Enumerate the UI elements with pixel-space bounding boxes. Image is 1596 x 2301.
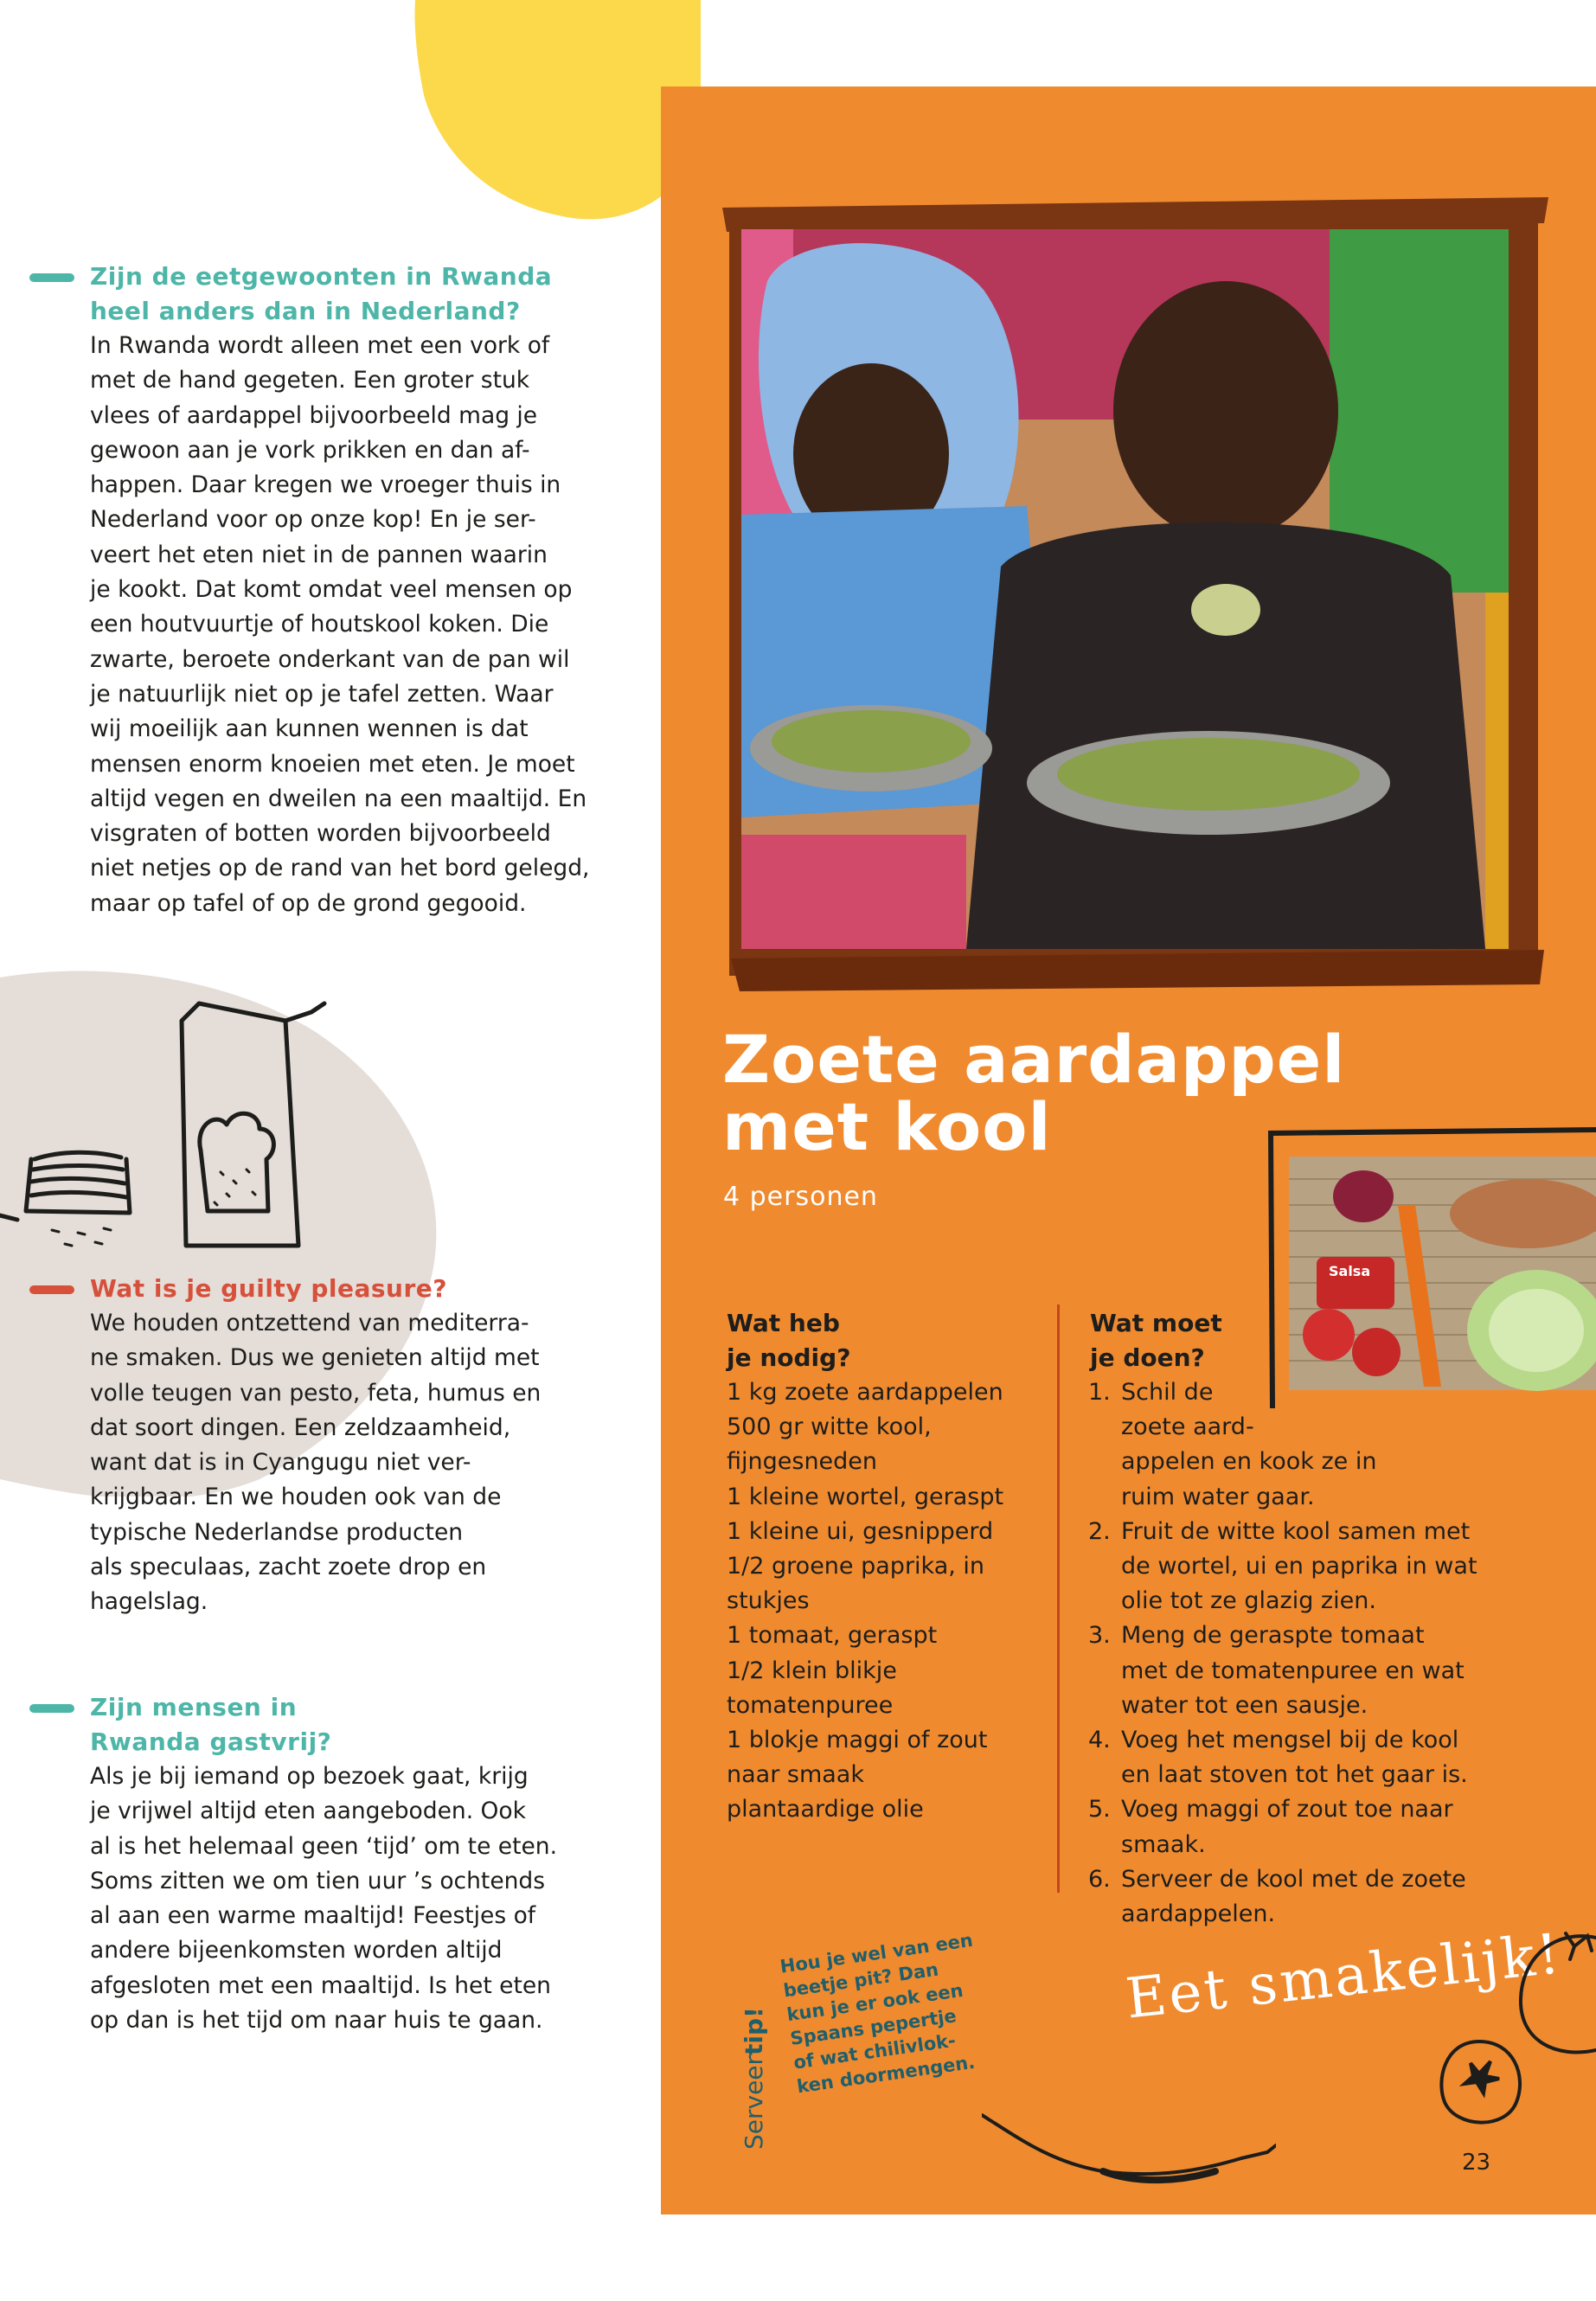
vegetables-photo <box>1268 1127 1596 1408</box>
serving-tip-text: Hou je wel van een beetje pit? Dan kun je er ook een Spaans pepertje of wat chilivlok- ken doormengen. <box>779 1929 977 2098</box>
step-item: 3. Meng de geraspte tomaat met de tomatenpuree en wat water tot een sausje. <box>1088 1622 1465 1719</box>
qa-block-guilty-pleasure <box>90 1272 609 1620</box>
step-item: 2. Fruit de witte kool samen met de wortel, ui en paprika in wat olie tot ze glazig zien. <box>1088 1517 1477 1615</box>
tomato-doodle-icon <box>1432 2029 1527 2132</box>
eet-smakelijk-heading: Eet smakelijk! <box>1123 1922 1566 2032</box>
question-eating-habits: Zijn de eetgewoonten in Rwanda heel anders dan in Nederland? <box>90 262 553 325</box>
children-eating-photo <box>722 197 1548 991</box>
ingredients-list: 1 kg zoete aardappelen 500 gr witte kool, fijngesneden 1 kleine wortel, geraspt 1 kleine ui, gesnipperd 1/2 groene paprika, in stukjes 1 tomaat, geraspt 1/2 klein blikje tomatenpuree 1 blokje maggi of zout naar smaak plantaardige olie <box>727 1379 1004 1823</box>
answer-guilty-pleasure: We houden ontzettend van mediterra- ne smaken. Dus we genieten altijd met volle teugen van pesto, feta, humus en dat soort dingen. Een zeldzaamheid, want dat is in Cyangugu niet ver- krijgbaar. En we houden ook van de typische Nederlandse producten als speculaas, zacht zoete drop en hagelslag. <box>90 1310 542 1616</box>
teal-dash <box>29 1704 74 1713</box>
step-item: 1. Schil de zoete aard- appelen en kook ze in ruim water gaar. <box>1088 1379 1377 1510</box>
chili-pepper-doodle-icon <box>982 2111 1276 2189</box>
question-guilty-pleasure: Wat is je guilty pleasure? <box>90 1274 447 1303</box>
page-number: 23 <box>1462 2150 1491 2176</box>
recipe-title: Zoete aardappel met kool <box>722 1021 1346 1165</box>
answer-eating-habits: In Rwanda wordt alleen met een vork of met de hand gegeten. Een groter stuk vlees of aardappel bijvoorbeeld mag je gewoon aan je vork prikken en dan af- happen. Daar kregen we vroeger thuis in Nederland voor op onze kop! En je ser- veert het eten niet in de pannen waarin je kookt. Dat komt omdat veel mensen op een houtvuurtje of houtskool koken. Die zwarte, beroete onderkant van de pan wil je natuurlijk niet op je tafel zetten. Waar wij moeilijk aan kunnen wennen is dat mensen enorm knoeien met eten. Je moet altijd vegen en dweilen na een maaltijd. En visgraten of botten worden bijvoorbeeld niet netjes op de rand van het bord gelegd, maar op tafel of op de grond gegooid. <box>90 332 590 917</box>
recipe-servings: 4 personen <box>723 1182 878 1212</box>
red-dash <box>29 1285 74 1294</box>
teal-dash <box>29 273 74 282</box>
steps-list <box>1088 1375 1503 1932</box>
step-item: 4. Voeg het mengsel bij de kool en laat stoven tot het gaar is. <box>1088 1727 1468 1789</box>
question-hospitality: Zijn mensen in Rwanda gastvrij? <box>90 1693 332 1756</box>
ingredients-heading: Wat heb je nodig? <box>727 1309 851 1372</box>
yellow-paint-blob <box>407 0 701 225</box>
salsa-can-label: Salsa <box>1329 1263 1371 1279</box>
qa-block-eating-habits <box>90 260 609 921</box>
answer-hospitality: Als je bij iemand op bezoek gaat, krijg je vrijwel altijd eten aangeboden. Ook al is het helemaal geen ‘tijd’ om te eten. Soms zitten we om tien uur ’s ochtends al aan een warme maaltijd! Feestjes of andere bijeenkomsten worden altijd afgesloten met een maaltijd. Is het eten op dan is het tijd om naar huis te gaan. <box>90 1763 558 2035</box>
serving-tip-label: Serveertip! <box>740 2007 768 2150</box>
bread-bag-illustration <box>0 986 363 1263</box>
column-divider <box>1057 1304 1060 1893</box>
step-item: 6. Serveer de kool met de zoete aardappelen. <box>1088 1865 1466 1928</box>
qa-block-hospitality <box>90 1690 609 2038</box>
step-item: 5. Voeg maggi of zout toe naar smaak. <box>1088 1796 1453 1858</box>
steps-heading: Wat moet je doen? <box>1090 1309 1222 1372</box>
children-with-plates-image <box>741 229 1509 949</box>
